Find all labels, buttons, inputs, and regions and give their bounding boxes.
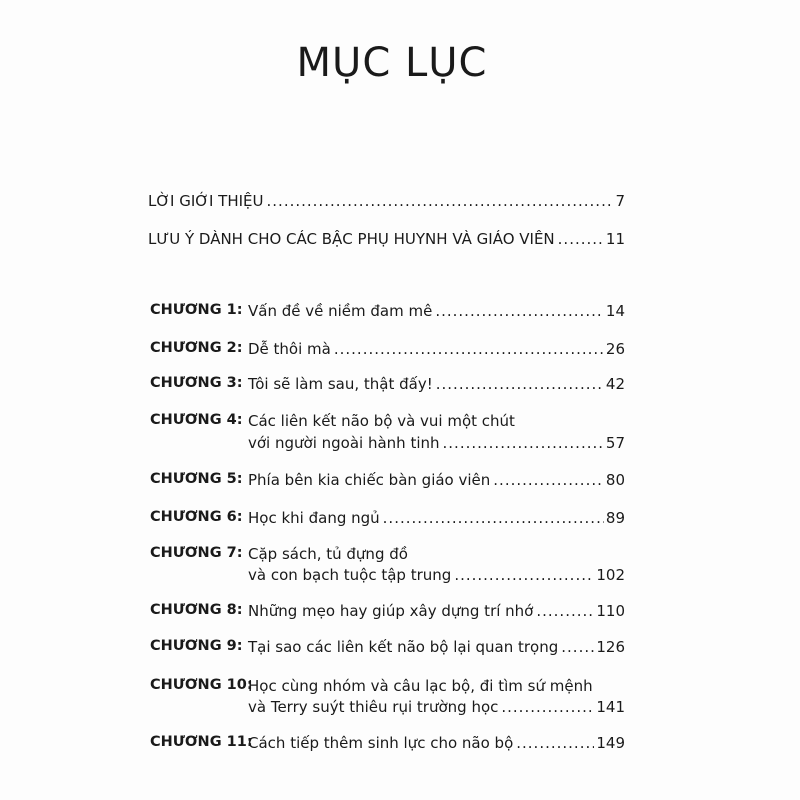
chapter-title: Tôi sẽ làm sau, thật đấy! — [248, 375, 433, 393]
dot-leader — [443, 434, 604, 452]
chapter-title: Tại sao các liên kết não bộ lại quan trọng — [248, 638, 559, 656]
dot-leader — [267, 192, 614, 210]
chapter-title: Học cùng nhóm và câu lạc bộ, đi tìm sứ mệnh — [248, 677, 593, 695]
page-number: 57 — [605, 434, 625, 452]
dot-leader — [536, 602, 594, 620]
page-number: 80 — [605, 471, 625, 489]
dot-leader — [435, 302, 604, 320]
dot-leader — [493, 471, 604, 489]
chapter-title: Học khi đang ngủ — [248, 509, 380, 527]
chapter-title: Vấn đề về niềm đam mê — [248, 302, 433, 320]
chapter-label: CHƯƠNG 11: — [150, 734, 253, 750]
chapter-label: CHƯƠNG 3: — [150, 375, 243, 391]
chapter-label: CHƯƠNG 1: — [150, 302, 243, 318]
chapter-title-cont: và Terry suýt thiêu rụi trường học — [248, 698, 499, 716]
chapter-title: Các liên kết não bộ và vui một chút — [248, 412, 515, 430]
chapter-title: Phía bên kia chiếc bàn giáo viên — [248, 471, 491, 489]
page-number: 89 — [605, 509, 625, 527]
page-number: 149 — [596, 734, 625, 752]
chapter-label: CHƯƠNG 10: — [150, 677, 253, 693]
page-number: 102 — [596, 566, 625, 584]
dot-leader — [558, 230, 604, 248]
dot-leader — [383, 509, 604, 527]
chapter-title: Cặp sách, tủ đựng đồ — [248, 545, 408, 563]
chapter-label: CHƯƠNG 7: — [150, 545, 243, 561]
page-number: 110 — [596, 602, 625, 620]
page-number: 14 — [605, 302, 625, 320]
toc-entry-note — [148, 230, 625, 248]
chapter-label: CHƯƠNG 8: — [150, 602, 243, 618]
dot-leader — [436, 375, 604, 393]
page-number: 26 — [605, 340, 625, 358]
chapter-label: CHƯƠNG 2: — [150, 340, 243, 356]
chapter-title: Những mẹo hay giúp xây dựng trí nhớ — [248, 602, 534, 620]
page-number: 42 — [605, 375, 625, 393]
dot-leader — [501, 698, 594, 716]
chapter-label: CHƯƠNG 4: — [150, 412, 243, 428]
chapter-title-cont: với người ngoài hành tinh — [248, 434, 440, 452]
page-title: MỤC LỤC — [296, 40, 488, 86]
chapter-label: CHƯƠNG 6: — [150, 509, 243, 525]
toc-entry-intro — [148, 192, 625, 210]
dot-leader — [561, 638, 594, 656]
page-number: 11 — [605, 230, 625, 248]
entry-title: LỜI GIỚI THIỆU — [148, 192, 264, 210]
chapter-label: CHƯƠNG 5: — [150, 471, 243, 487]
page-number: 126 — [596, 638, 625, 656]
chapter-label: CHƯƠNG 9: — [150, 638, 243, 654]
dot-leader — [516, 734, 594, 752]
page-number: 7 — [615, 192, 625, 210]
chapter-title-cont: và con bạch tuộc tập trung — [248, 566, 452, 584]
entry-title: LƯU Ý DÀNH CHO CÁC BẬC PHỤ HUYNH VÀ GIÁO VIÊN — [148, 230, 555, 248]
chapter-title: Dễ thôi mà — [248, 340, 331, 358]
page-number: 141 — [596, 698, 625, 716]
dot-leader — [454, 566, 594, 584]
dot-leader — [334, 340, 604, 358]
chapter-title: Cách tiếp thêm sinh lực cho não bộ — [248, 734, 514, 752]
